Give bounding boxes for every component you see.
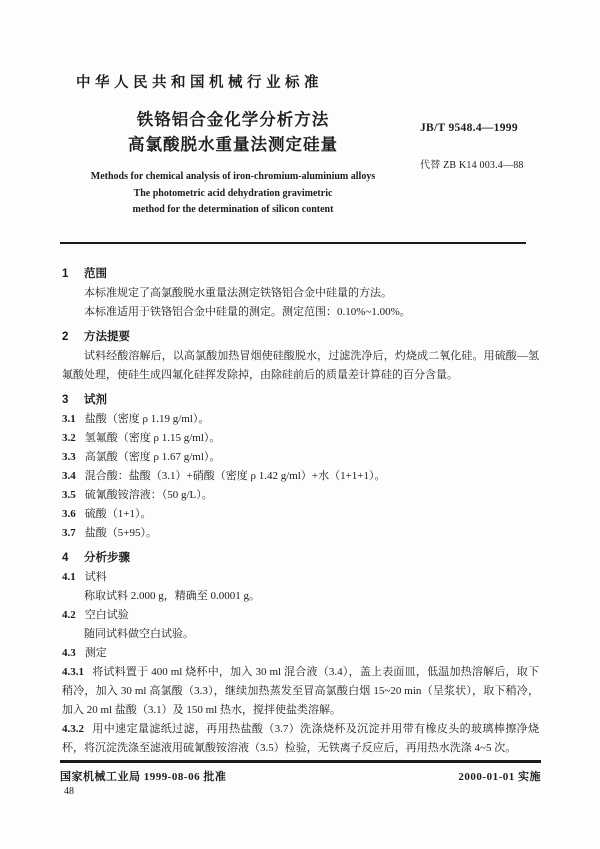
reagent-text: 盐酸（5+95）。	[84, 527, 157, 539]
document-title-zh	[60, 108, 406, 158]
title-zh-line2: 高氯酸脱水重量法测定硅量	[128, 136, 338, 154]
section-2-paragraph: 试料经酸溶解后，以高氯酸加热冒烟使硅酸脱水，过滤洗净后，灼烧成二氧化硅。用硫酸—氢氟酸处理，使硅生成四氟化硅挥发除掉，由除硅前后的质量差计算硅的百分含量。	[62, 350, 539, 381]
section-3-number: 3	[62, 394, 69, 406]
subsection-4-3-heading	[62, 644, 539, 663]
section-3-title: 试剂	[84, 394, 107, 406]
section-4-title: 分析步骤	[84, 552, 130, 564]
section-4-heading	[62, 549, 539, 568]
standard-category-heading: 中华人民共和国机械行业标准	[76, 75, 323, 91]
footer	[60, 768, 541, 784]
section-2-number: 2	[62, 331, 69, 343]
subsection-number: 4.1	[62, 571, 76, 583]
step-text: 用中速定量滤纸过滤，再用热盐酸（3.7）洗涤烧杯及沉淀并用带有橡皮头的玻璃棒擦净烧杯，将沉淀洗涤至滤液用硫氰酸铵溶液（3.5）检验，无铁离子反应后，再用热水洗涤 4~5 次。	[62, 723, 539, 754]
implementation-note: 2000-01-01 实施	[458, 771, 541, 783]
reagent-text: 盐酸（密度 ρ 1.19 g/ml）。	[84, 413, 210, 425]
step-number: 4.3.2	[62, 723, 84, 735]
step-text: 将试料置于 400 ml 烧杯中，加入 30 ml 混合液（3.4），盖上表面皿，低温加热溶解后，取下稍冷，加入 30 ml 高氯酸（3.3），继续加热蒸发至冒高氯酸白烟 15~20 min（呈浆状），取下稍冷，加入 20 ml 盐酸（3.1）及 150 ml 热水，搅拌使盐类溶解。	[62, 666, 539, 716]
subsection-number: 4.3	[62, 647, 76, 659]
subsection-title: 测定	[84, 647, 107, 659]
standard-number: JB/T 9548.4—1999	[420, 122, 518, 134]
reagent-item	[62, 429, 539, 448]
section-4-number: 4	[62, 552, 69, 564]
approval-note: 国家机械工业局 1999-08-06 批准	[60, 771, 227, 783]
section-1-title: 范围	[84, 268, 107, 280]
procedure-step	[62, 720, 539, 758]
reagent-item	[62, 486, 539, 505]
reagent-number: 3.6	[62, 508, 76, 520]
section-2-title: 方法提要	[84, 331, 130, 343]
title-en-line2: The photometric acid dehydration gravimetric	[133, 187, 333, 199]
reagent-number: 3.2	[62, 432, 76, 444]
replaces-note: 代替 ZB K14 003.4—88	[420, 160, 524, 171]
section-1-paragraph: 本标准规定了高氯酸脱水重量法测定铁铬铝合金中硅量的方法。	[84, 287, 392, 299]
procedure-step	[62, 663, 539, 720]
subsection-4-1-heading	[62, 568, 539, 587]
header-divider	[60, 242, 526, 244]
reagent-item	[62, 448, 539, 467]
reagent-item	[62, 505, 539, 524]
step-number: 4.3.1	[62, 666, 84, 678]
section-2-heading	[62, 328, 539, 347]
page-number: 48	[64, 786, 74, 797]
section-3-heading	[62, 391, 539, 410]
reagent-item	[62, 410, 539, 429]
reagent-number: 3.7	[62, 527, 76, 539]
reagent-number: 3.4	[62, 470, 76, 482]
subsection-4-1-paragraph: 称取试料 2.000 g，精确至 0.0001 g。	[84, 590, 260, 602]
reagent-item	[62, 467, 539, 486]
reagent-number: 3.3	[62, 451, 76, 463]
subsection-4-2-paragraph: 随同试料做空白试验。	[84, 628, 194, 640]
document-title-en	[60, 169, 406, 219]
subsection-title: 试料	[84, 571, 107, 583]
reagent-number: 3.5	[62, 489, 76, 501]
reagent-text: 高氯酸（密度 ρ 1.67 g/ml）。	[84, 451, 221, 463]
section-1-heading	[62, 265, 539, 284]
reagent-text: 硫氰酸铵溶液：（50 g/L）。	[84, 489, 213, 501]
reagent-item	[62, 524, 539, 543]
section-1-number: 1	[62, 268, 69, 280]
subsection-number: 4.2	[62, 609, 76, 621]
subsection-4-2-heading	[62, 606, 539, 625]
title-en-line3: method for the determination of silicon content	[132, 204, 334, 215]
footer-divider	[60, 760, 541, 763]
title-zh-line1: 铁铬铝合金化学分析方法	[136, 111, 330, 129]
reagent-text: 氢氟酸（密度 ρ 1.15 g/ml）。	[84, 432, 221, 444]
reagent-number: 3.1	[62, 413, 76, 425]
reagent-text: 硫酸（1+1）。	[84, 508, 152, 520]
document-body	[62, 255, 539, 758]
subsection-title: 空白试验	[84, 609, 129, 621]
title-en-line1: Methods for chemical analysis of iron-chromium-aluminium alloys	[90, 171, 376, 182]
section-1-paragraph: 本标准适用于铁铬铝合金中硅量的测定。测定范围：0.10%~1.00%。	[84, 306, 411, 318]
reagent-text: 混合酸：盐酸（3.1）+硝酸（密度 ρ 1.42 g/ml）+水（1+1+1）。	[84, 470, 386, 482]
